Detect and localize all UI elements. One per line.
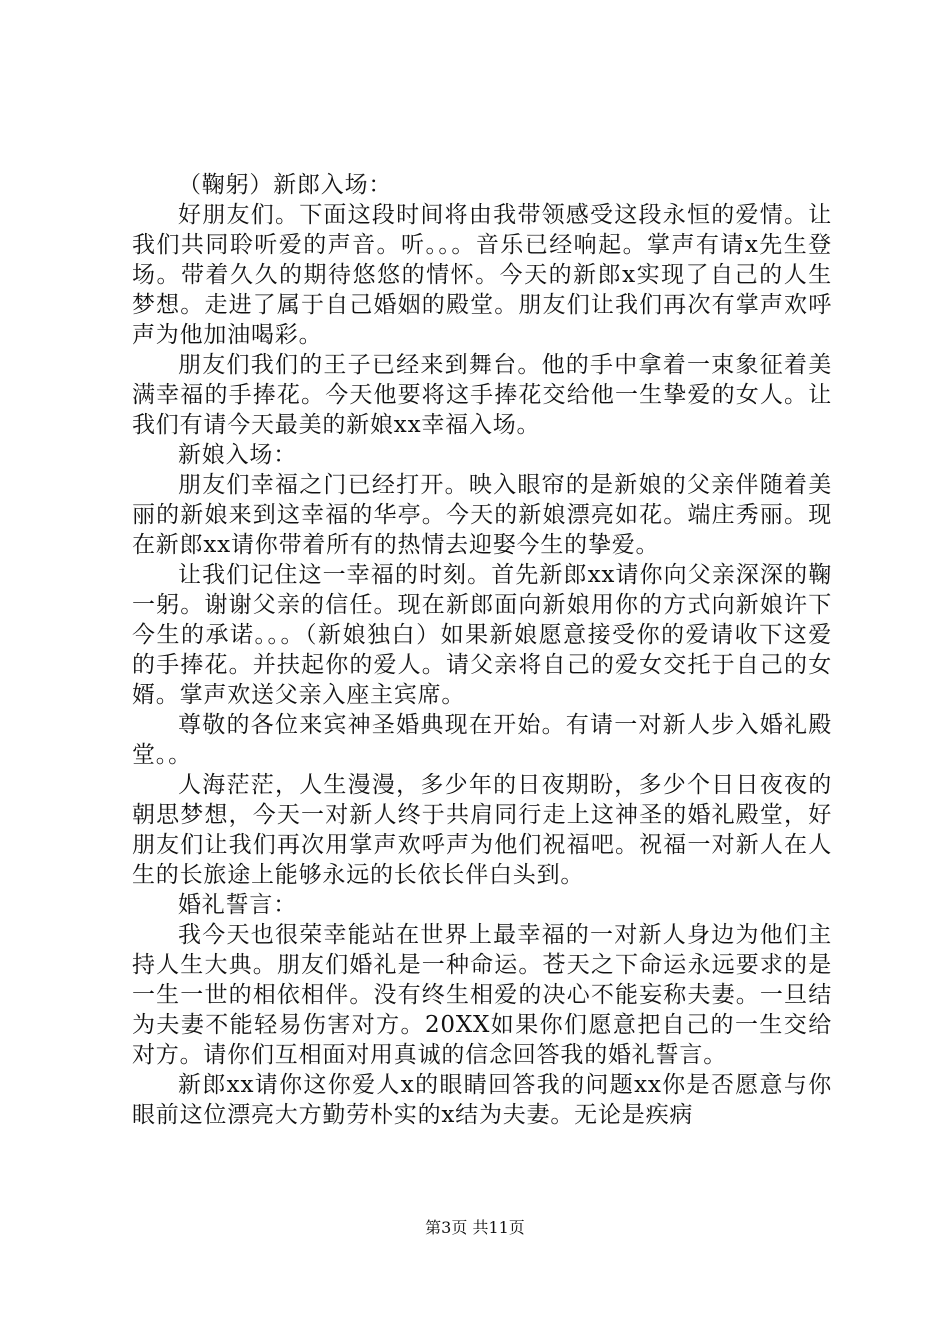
- page-number: 第3页 共11页: [425, 1218, 525, 1237]
- document-body: [132, 170, 832, 1130]
- paragraph: 朋友们幸福之门已经打开。映入眼帘的是新娘的父亲伴随着美丽的新娘来到这幸福的华亭。今天的新娘漂亮如花。端庄秀丽。现在新郎xx请你带着所有的热情去迎娶今生的挚爱。: [132, 472, 832, 558]
- paragraph-heading-wedding-vows: 婚礼誓言：: [178, 892, 297, 918]
- paragraph: 新郎xx请你这你爱人x的眼睛回答我的问题xx你是否愿意与你眼前这位漂亮大方勤劳朴实的x结为夫妻。无论是疾病: [132, 1072, 832, 1128]
- paragraph: 让我们记住这一幸福的时刻。首先新郎xx请你向父亲深深的鞠一躬。谢谢父亲的信任。现在新郎面向新娘用你的方式向新娘许下今生的承诺。。。（新娘独白）如果新娘愿意接受你的爱请收下这爱的手捧花。并扶起你的爱人。请父亲将自己的爱女交托于自己的女婿。掌声欢送父亲入座主宾席。: [132, 562, 832, 708]
- paragraph: 人海茫茫，人生漫漫，多少年的日夜期盼，多少个日日夜夜的朝思梦想，今天一对新人终于共肩同行走上这神圣的婚礼殿堂，好朋友们让我们再次用掌声欢呼声为他们祝福吧。祝福一对新人在人生的长旅途上能够永远的长依长伴白头到。: [132, 772, 832, 888]
- paragraph: 好朋友们。下面这段时间将由我带领感受这段永恒的爱情。让我们共同聆听爱的声音。听。。。音乐已经响起。掌声有请x先生登场。带着久久的期待悠悠的情怀。今天的新郎x实现了自己的人生梦想。走进了属于自己婚姻的殿堂。朋友们让我们再次有掌声欢呼声为他加油喝彩。: [132, 202, 832, 348]
- page-footer: [0, 1215, 950, 1238]
- paragraph-heading-bride-entrance: 新娘入场：: [178, 442, 297, 468]
- paragraph: 朋友们我们的王子已经来到舞台。他的手中拿着一束象征着美满幸福的手捧花。今天他要将这手捧花交给他一生挚爱的女人。让我们有请今天最美的新娘xx幸福入场。: [132, 352, 832, 438]
- paragraph: 尊敬的各位来宾神圣婚典现在开始。有请一对新人步入婚礼殿堂。。: [132, 712, 832, 768]
- paragraph-heading-groom-entrance: （鞠躬）新郎入场：: [178, 172, 393, 198]
- paragraph: 我今天也很荣幸能站在世界上最幸福的一对新人身边为他们主持人生大典。朋友们婚礼是一种命运。苍天之下命运永远要求的是一生一世的相依相伴。没有终生相爱的决心不能妄称夫妻。一旦结为夫妻不能轻易伤害对方。20XX如果你们愿意把自己的一生交给对方。请你们互相面对用真诚的信念回答我的婚礼誓言。: [132, 922, 832, 1068]
